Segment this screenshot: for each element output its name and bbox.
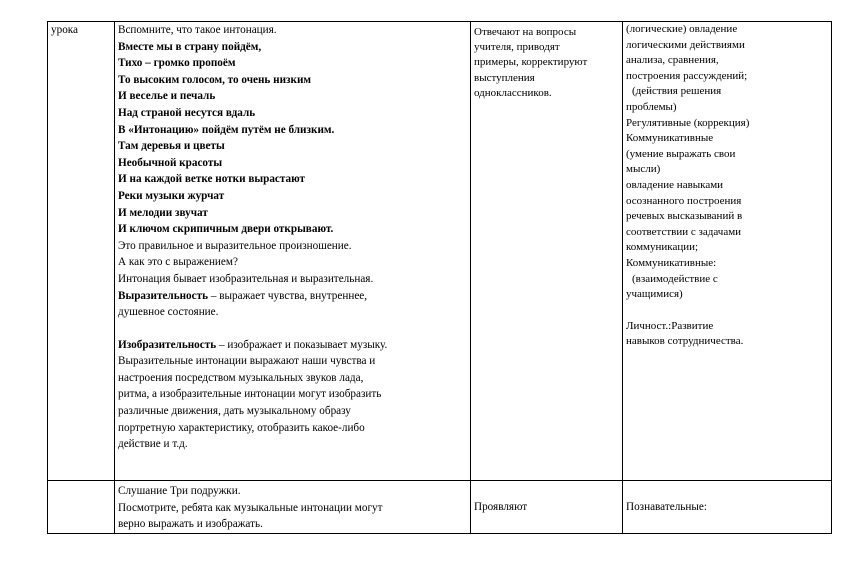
teacher-line: И мелодии звучат — [118, 206, 208, 219]
teacher-line: И веселье и печаль — [118, 90, 216, 103]
uud-line: Коммуникативные — [626, 132, 714, 145]
uud-line: учащимися) — [626, 288, 683, 301]
uud-line: логическими действиями — [626, 38, 745, 51]
student-activity-cell — [471, 481, 623, 534]
teacher-line: И на каждой ветке нотки вырастают — [118, 173, 306, 186]
uud-line: Коммуникативные: — [626, 256, 717, 269]
uud-text: Познавательные: — [626, 500, 707, 513]
teacher-line: А как это с выражением? — [118, 256, 238, 269]
uud-line: Регулятивные (коррекция) — [626, 116, 750, 129]
teacher-line: портретную характеристику, отобразить какое-либо — [118, 421, 365, 434]
teacher-line: различные движения, дать музыкальному образу — [118, 405, 351, 418]
stage-cell — [48, 22, 115, 481]
teacher-line: Реки музыки журчат — [118, 189, 225, 202]
teacher-line: Над страной несутся вдаль — [118, 106, 256, 119]
teacher-line: действие и т.д. — [118, 438, 188, 451]
uud-line: коммуникации; — [626, 241, 699, 254]
teacher-text-block-2 — [118, 337, 467, 453]
teacher-line: Изобразительность – изображает и показывает музыку. — [118, 338, 388, 351]
table-row — [48, 481, 832, 534]
uud-line: овладение навыками — [626, 178, 724, 191]
teacher-activity-cell — [115, 22, 471, 481]
teacher-line: Интонация бывает изобразительная и выразительная. — [118, 272, 374, 285]
uud-line: Личност.:Развитие — [626, 319, 714, 332]
uud-line: анализа, сравнения, — [626, 54, 719, 67]
teacher-line: Слушание Три подружки. — [118, 485, 241, 497]
uud-line: (умение выражать свои — [626, 147, 736, 160]
uud-line: (действия решения — [632, 85, 722, 98]
teacher-line: Вспомните, что такое интонация. — [118, 24, 277, 36]
uud-cell — [623, 22, 832, 481]
uud-cell — [623, 481, 832, 534]
teacher-line: Необычной красоты — [118, 156, 223, 169]
uud-text-block — [626, 22, 828, 303]
teacher-line: То высоким голосом, то очень низким — [118, 73, 312, 86]
teacher-text-block — [118, 22, 467, 321]
student-activity-cell — [471, 22, 623, 481]
teacher-line: Это правильное и выразительное произношение. — [118, 239, 352, 252]
uud-line: мысли) — [626, 163, 661, 176]
teacher-line: верно выражать и изображать. — [118, 518, 263, 531]
uud-line: осознанного построения — [626, 194, 742, 207]
teacher-line: Вместе мы в страну пойдём, — [118, 40, 262, 53]
teacher-line: ритма, а изобразительные интонации могут изобразить — [118, 388, 382, 401]
stage-label: урока — [51, 24, 79, 36]
stage-cell — [48, 481, 115, 534]
lesson-plan-table — [47, 21, 832, 534]
uud-line: навыков сотрудничества. — [626, 335, 744, 348]
uud-line: речевых высказываний в — [626, 210, 743, 223]
table-row — [48, 22, 832, 481]
uud-line: (логические) овладение — [626, 23, 738, 35]
teacher-line: Посмотрите, ребята как музыкальные интонации могут — [118, 501, 383, 514]
student-activity-text: Проявляют — [474, 500, 528, 513]
teacher-line: Там деревья и цветы — [118, 140, 225, 153]
teacher-line: В «Интонацию» пойдём путём не близким. — [118, 123, 335, 136]
teacher-line: Выразительность – выражает чувства, внутреннее, — [118, 289, 368, 302]
student-activity-text: Отвечают на вопросы учителя, приводят примеры, корректируют выступления одноклассников. — [474, 26, 588, 99]
teacher-activity-cell — [115, 481, 471, 534]
teacher-line: И ключом скрипичным двери открывают. — [118, 223, 334, 236]
teacher-line: Выразительные интонации выражают наши чувства и — [118, 355, 376, 368]
uud-line: соответствии с задачами — [626, 225, 742, 238]
uud-line: (взаимодействие с — [632, 272, 718, 285]
uud-line: построения рассуждений; — [626, 69, 748, 82]
uud-line: проблемы) — [626, 100, 677, 113]
teacher-line: настроения посредством музыкальных звуков лада, — [118, 371, 364, 384]
teacher-line: душевное состояние. — [118, 306, 219, 319]
uud-text-block-2 — [626, 319, 828, 350]
teacher-line: Тихо – громко пропоём — [118, 57, 236, 70]
